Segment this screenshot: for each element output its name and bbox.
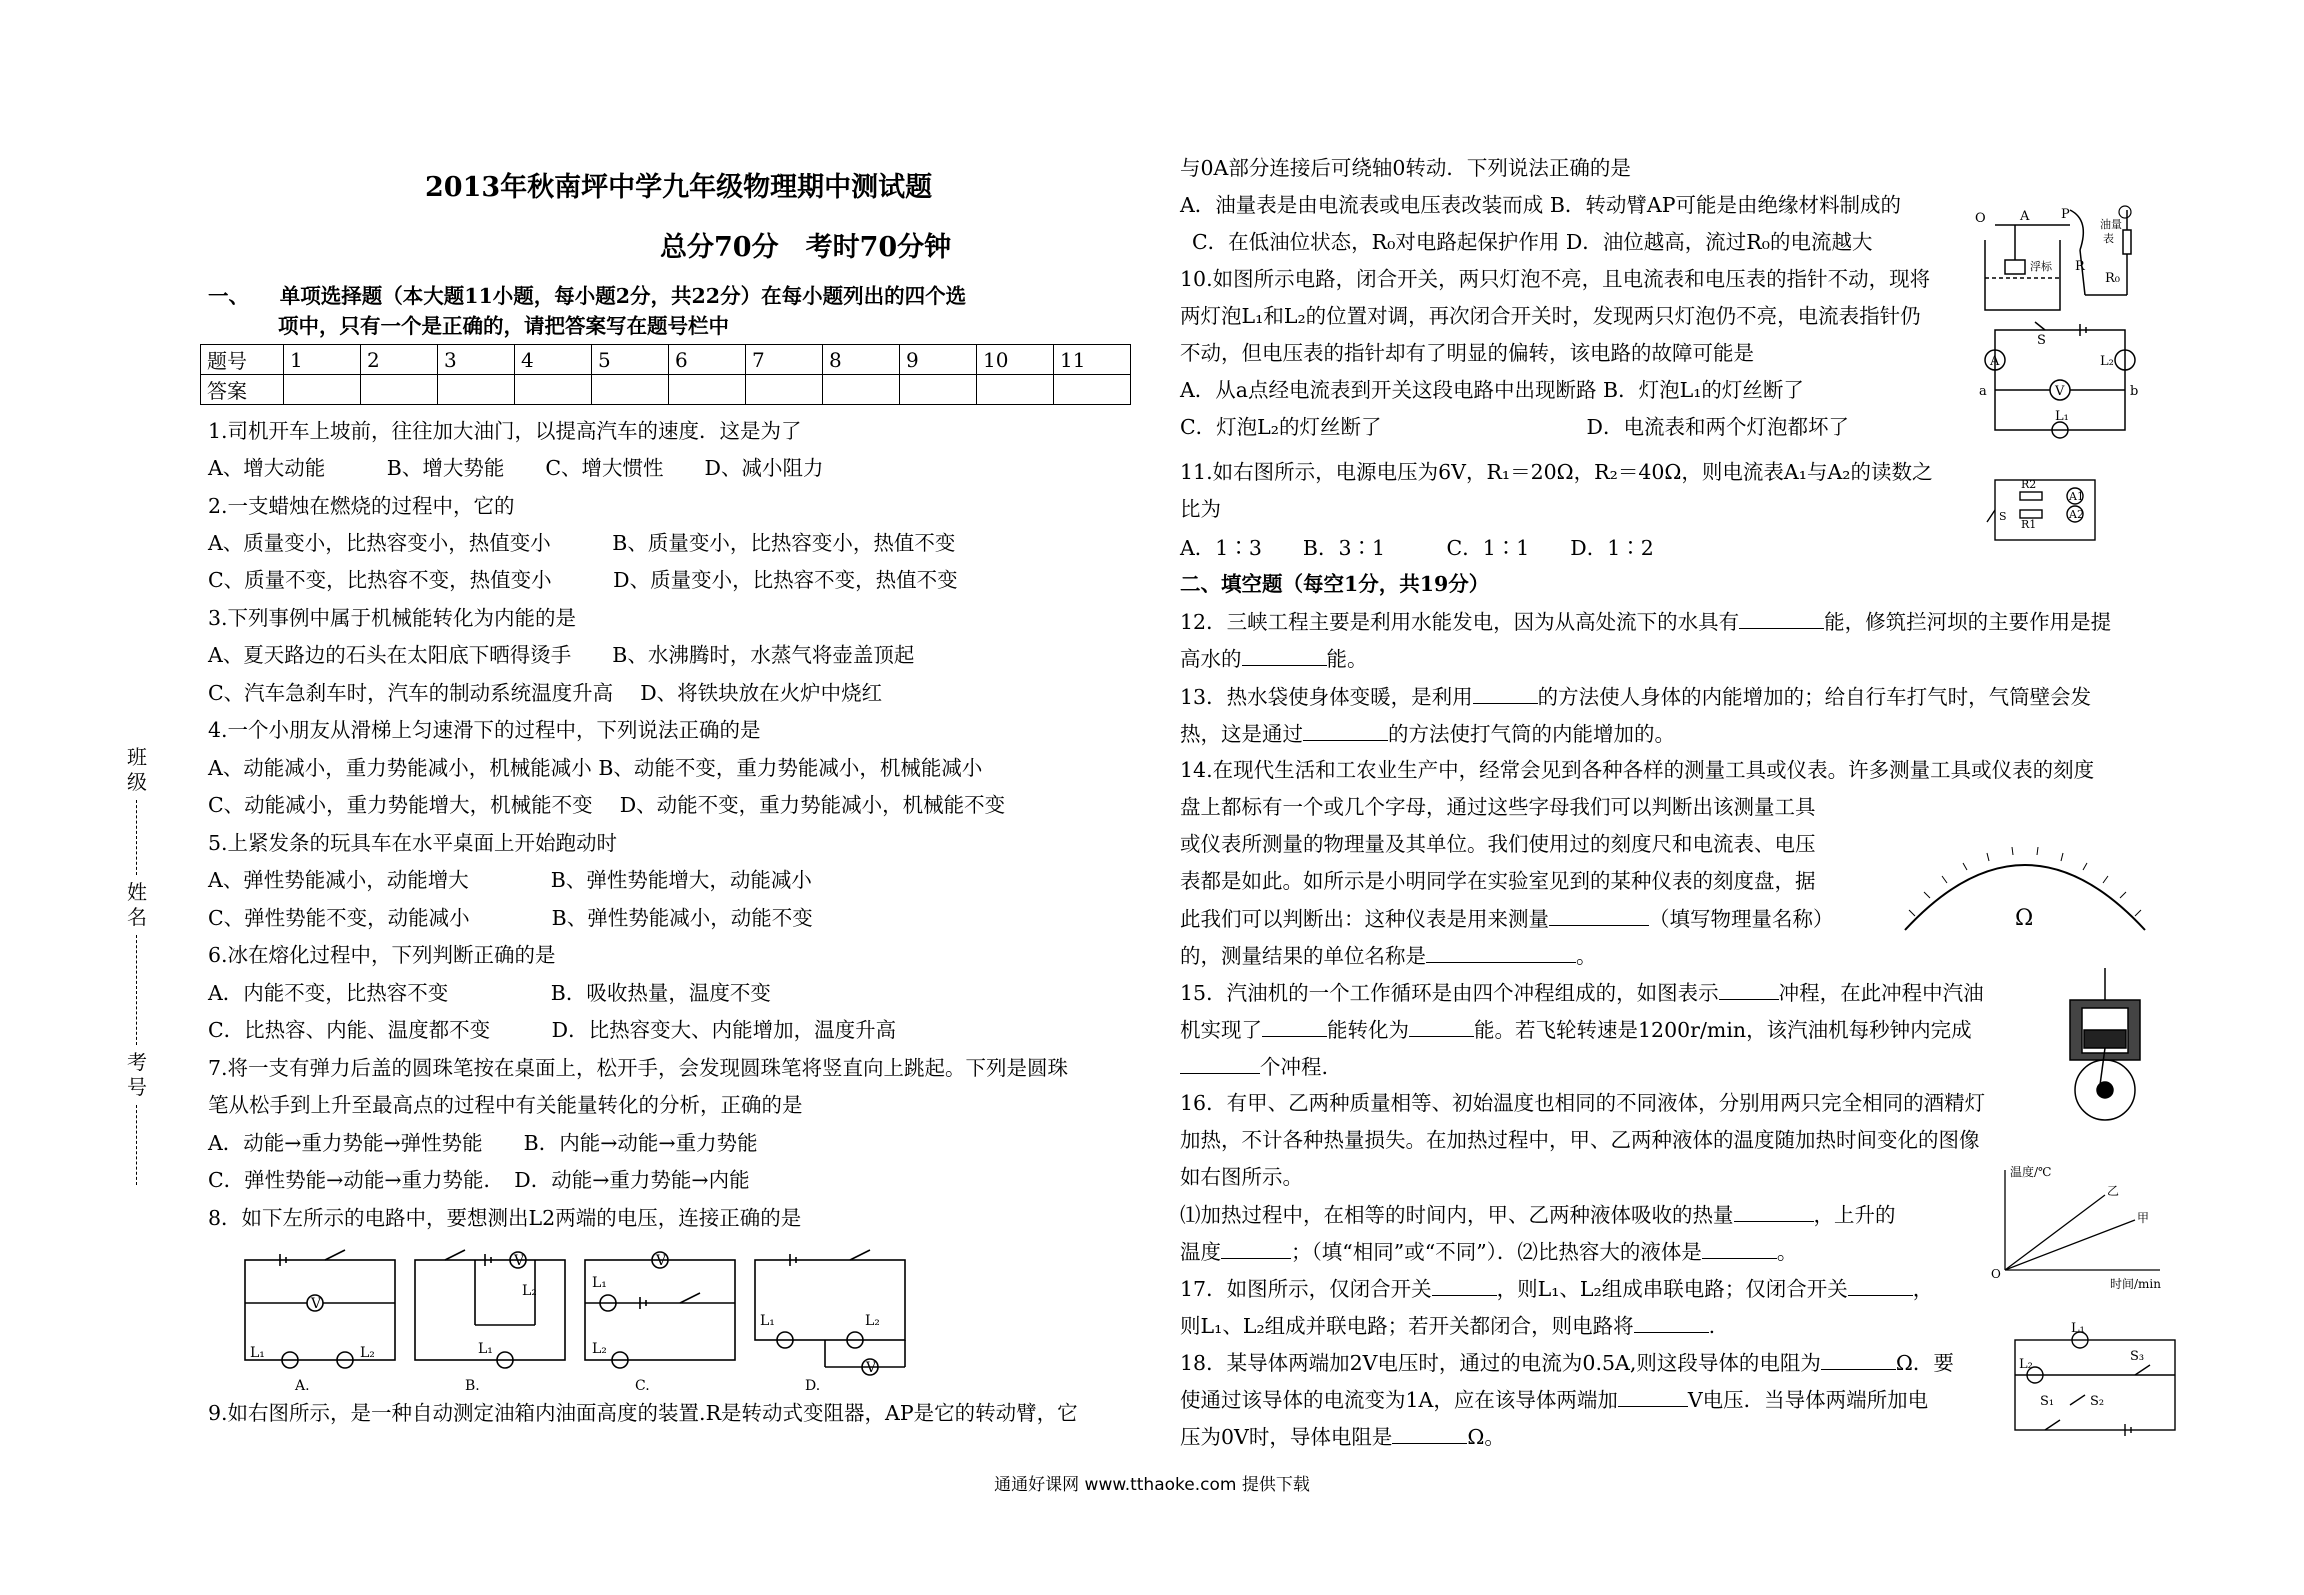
lamp-label: L₂ <box>360 1345 375 1361</box>
answer-cell[interactable] <box>515 375 592 405</box>
option-label: B. <box>465 1378 480 1394</box>
text: 的，测量结果的单位名称是 <box>1180 944 1426 968</box>
figure-label: R1 <box>2021 518 2037 531</box>
text: 的方法使人身体的内能增加的；给自行车打气时，气筒壁会发 <box>1537 685 2092 709</box>
voltmeter-label: V <box>311 1296 322 1312</box>
answer-cell[interactable] <box>592 375 669 405</box>
blank-field[interactable] <box>1303 720 1388 741</box>
series-label: 乙 <box>2107 1184 2120 1198</box>
blank-field[interactable] <box>1734 1201 1814 1222</box>
answer-cell[interactable] <box>669 375 746 405</box>
question-line: 9.如右图所示，是一种自动测定油箱内油面高度的装置.R是转动式变阻器，AP是它的转动臂，它 <box>208 1401 1078 1425</box>
question-line: C、质量不变，比热容不变，热值变小 D、质量变小，比热容不变，热值不变 <box>208 568 958 592</box>
lamp-label: L₁ <box>250 1345 265 1361</box>
answer-cell[interactable] <box>438 375 515 405</box>
question-line: A．从a点经电流表到开关这段电路中出现断路 B．灯泡L₁的灯丝断了 <box>1180 378 1804 402</box>
question-line: C．弹性势能→动能→重力势能． D．动能→重力势能→内能 <box>208 1168 750 1192</box>
figure-label: S <box>1999 510 2007 523</box>
question-line: A．油量表是由电流表或电压表改装而成 B．转动臂AP可能是由绝缘材料制成的 <box>1180 193 1901 217</box>
question-line: 8．如下左所示的电路中，要想测出L2两端的电压，连接正确的是 <box>208 1206 802 1230</box>
q13-line1 <box>1180 683 2091 710</box>
oil-gauge-figure <box>1975 200 2135 320</box>
figure-label: 浮标 <box>2030 260 2052 273</box>
figure-label: A1 <box>2069 490 2084 503</box>
text: 个冲程. <box>1260 1055 1329 1079</box>
blank-field[interactable] <box>1262 1016 1327 1037</box>
q15-line2 <box>1180 1016 1972 1043</box>
question-line: C、汽车急刹车时，汽车的制动系统温度升高 D、将铁块放在火炉中烧红 <box>208 681 883 705</box>
footer-credit: 通通好课网 www.tthaoke.com 提供下载 <box>994 1475 1310 1495</box>
answer-cell[interactable] <box>1054 375 1131 405</box>
question-line: C、动能减小，重力势能增大，机械能不变 D、动能不变，重力势能减小，机械能不变 <box>208 793 1006 817</box>
lamp-label: L₁ <box>760 1313 775 1329</box>
answer-table-row-numbers <box>201 345 1131 375</box>
table-cell: 6 <box>669 345 746 375</box>
text: 机实现了 <box>1180 1018 1262 1042</box>
question-line: 不动，但电压表的指针却有了明显的偏转，该电路的故障可能是 <box>1180 341 1754 365</box>
figure-label: S₃ <box>2130 1349 2145 1364</box>
figure-label: L₂ <box>2019 1357 2033 1372</box>
question-line: A、质量变小，比热容变小，热值变小 B、质量变小，比热容变小，热值不变 <box>208 531 956 555</box>
answer-table <box>200 344 1131 405</box>
text: ， <box>1912 1277 1934 1301</box>
q11-circuit-figure <box>1985 470 2115 550</box>
q16-line5 <box>1180 1238 1797 1265</box>
figure-label: S <box>2037 333 2046 348</box>
text: 压为0V时，导体电阻是 <box>1180 1425 1393 1449</box>
answer-table-label: 答案 <box>201 375 284 405</box>
question-line: 表都是如此。如所示是小明同学在实验室见到的某种仪表的刻度盘，据 <box>1180 869 1816 893</box>
q16-line4 <box>1180 1201 1896 1228</box>
question-line: 3.下列事例中属于机械能转化为内能的是 <box>208 606 577 630</box>
figure-label: A2 <box>2069 508 2084 521</box>
blank-field[interactable] <box>1702 1238 1777 1259</box>
question-line: 14.在现代生活和工农业生产中，经常会见到各种各样的测量工具或仪表。许多测量工具或仪表的刻度 <box>1180 758 2095 782</box>
text: Ω。 <box>1467 1425 1505 1449</box>
answer-cell[interactable] <box>900 375 977 405</box>
text: ⑴加热过程中，在相等的时间内，甲、乙两种液体吸收的热量 <box>1180 1203 1734 1227</box>
question-line: A、动能减小，重力势能减小，机械能减小 B、动能不变，重力势能减小，机械能减小 <box>208 756 983 780</box>
voltmeter-label: V <box>866 1360 877 1376</box>
table-cell: 5 <box>592 345 669 375</box>
question-line: A、弹性势能减小，动能增大 B、弹性势能增大，动能减小 <box>208 868 812 892</box>
question-line: 10.如图所示电路，闭合开关，两只灯泡不亮，且电流表和电压表的指针不动，现将 <box>1180 267 1931 291</box>
q16-temperature-graph <box>1985 1160 2165 1290</box>
blank-field[interactable] <box>1242 645 1327 666</box>
blank-field[interactable] <box>1848 1275 1913 1296</box>
option-label: D. <box>805 1378 821 1394</box>
text: 冲程，在此冲程中汽油 <box>1778 981 1984 1005</box>
question-line: 6.冰在熔化过程中，下列判断正确的是 <box>208 943 556 967</box>
table-cell: 1 <box>284 345 361 375</box>
figure-label: b <box>2130 384 2139 399</box>
text: ，则L₁、L₂组成串联电路；仅闭合开关 <box>1496 1277 1848 1301</box>
figure-label: L₁ <box>2071 1321 2085 1336</box>
q18-line3 <box>1180 1423 1505 1450</box>
question-line: 1.司机开车上坡前，往往加大油门，以提高汽车的速度．这是为了 <box>208 419 802 443</box>
question-line: 盘上都标有一个或几个字母，通过这些字母我们可以判断出该测量工具 <box>1180 795 1816 819</box>
table-cell: 4 <box>515 345 592 375</box>
text: 能转化为 <box>1327 1018 1409 1042</box>
axis-label: 时间/min <box>2110 1277 2161 1291</box>
table-cell: 9 <box>900 345 977 375</box>
page-title: 2013年秋南坪中学九年级物理期中测试题 <box>425 172 933 203</box>
text: 此我们可以判断出：这种仪表是用来测量 <box>1180 907 1549 931</box>
question-line: 笔从松手到上升至最高点的过程中有关能量转化的分析，正确的是 <box>208 1093 803 1117</box>
section1-heading-line2: 项中，只有一个是正确的，请把答案写在题号栏中 <box>278 314 729 338</box>
question-line: C．灯泡L₂的灯丝断了 D．电流表和两个灯泡都坏了 <box>1180 415 1849 439</box>
answer-table-label: 题号 <box>201 345 284 375</box>
figure-label: L₂ <box>2100 354 2114 369</box>
figure-label: S₂ <box>2090 1394 2105 1409</box>
question-line: 加热，不计各种热量损失。在加热过程中，甲、乙两种液体的温度随加热时间变化的图像 <box>1180 1128 1980 1152</box>
lamp-label: L₁ <box>592 1275 607 1291</box>
q18-line1 <box>1180 1349 1954 1376</box>
question-line: 比为 <box>1180 497 1221 521</box>
question-line: A．动能→重力势能→弹性势能 B．内能→动能→重力势能 <box>208 1131 758 1155</box>
text: . <box>1708 1314 1716 1338</box>
text: ，上升的 <box>1813 1203 1896 1227</box>
table-cell: 10 <box>977 345 1054 375</box>
text: 温度 <box>1180 1240 1221 1264</box>
q15-engine-figure <box>2050 960 2160 1130</box>
series-label: 甲 <box>2137 1211 2150 1225</box>
question-line: 两灯泡L₁和L₂的位置对调，再次闭合开关时，发现两只灯泡仍不亮，电流表指针仍 <box>1180 304 1921 328</box>
figure-label: R <box>2075 259 2085 274</box>
text: 13．热水袋使身体变暖，是利用 <box>1180 685 1473 709</box>
question-line: 与0A部分连接后可绕轴0转动．下列说法正确的是 <box>1180 156 1631 180</box>
series-line-yi <box>2005 1195 2105 1270</box>
figure-label: R2 <box>2021 478 2037 491</box>
axis-label: 温度/℃ <box>2010 1165 2052 1179</box>
blank-field[interactable] <box>1221 1238 1291 1259</box>
q17-circuit-figure <box>2005 1320 2185 1440</box>
answer-cell[interactable] <box>361 375 438 405</box>
axis-origin: O <box>1991 1267 2001 1281</box>
text: ；（填“相同”或“不同”）．⑵比热容大的液体是 <box>1291 1240 1702 1264</box>
option-label: A. <box>295 1378 310 1394</box>
figure-label: A <box>2020 209 2030 224</box>
question-line: A、增大动能 B、增大势能 C、增大惯性 D、减小阻力 <box>208 456 824 480</box>
question-line: A．1∶3 B．3∶1 C．1∶1 D．1∶2 <box>1180 536 1654 560</box>
blank-field[interactable] <box>1739 608 1824 629</box>
text: 热，这是通过 <box>1180 722 1303 746</box>
figure-label: 油量 <box>2100 218 2122 231</box>
question-line: C、弹性势能不变，动能减小 B、弹性势能减小，动能不变 <box>208 906 813 930</box>
page-subtitle: 总分70分 考时70分钟 <box>660 232 952 263</box>
q14-line5 <box>1180 905 1834 932</box>
figure-label: R₀ <box>2105 271 2120 286</box>
q14-dial-figure <box>1885 820 2165 950</box>
answer-cell[interactable] <box>977 375 1054 405</box>
question-line: A．内能不变，比热容不变 B．吸收热量，温度不变 <box>208 981 771 1005</box>
q15-line3 <box>1180 1053 1328 1080</box>
voltmeter-label: V <box>514 1253 525 1269</box>
answer-cell[interactable] <box>284 375 361 405</box>
text: 17．如图所示，仅闭合开关 <box>1180 1277 1432 1301</box>
binding-dash <box>136 800 137 875</box>
blank-field[interactable] <box>1180 1053 1260 1074</box>
lamp-label: L₂ <box>865 1313 880 1329</box>
lamp-label: L₂ <box>522 1283 537 1299</box>
table-cell: 3 <box>438 345 515 375</box>
voltmeter-label: V <box>2055 384 2065 399</box>
section1-heading-line1: 一、 单项选择题（本大题11小题，每小题2分，共22分）在每小题列出的四个选 <box>208 284 967 308</box>
text: 。 <box>1776 1240 1798 1264</box>
question-line: 16．有甲、乙两种质量相等、初始温度也相同的不同液体，分别用两只完全相同的酒精灯 <box>1180 1091 1986 1115</box>
table-cell: 7 <box>746 345 823 375</box>
blank-field[interactable] <box>1473 683 1538 704</box>
text: 使通过该导体的电流变为1A，应在该导体两端加 <box>1180 1388 1618 1412</box>
text: 的方法使打气筒的内能增加的。 <box>1388 722 1675 746</box>
binding-dash <box>136 1105 137 1185</box>
voltmeter-label: V <box>656 1253 667 1269</box>
q17-line1 <box>1180 1275 1933 1302</box>
q17-line2 <box>1180 1312 1715 1339</box>
answer-table-row-answers <box>201 375 1131 405</box>
text: 12．三峡工程主要是利用水能发电，因为从高处流下的水具有 <box>1180 610 1740 634</box>
blank-field[interactable] <box>1392 1423 1467 1444</box>
answer-cell[interactable] <box>823 375 900 405</box>
question-line: C．在低油位状态，R₀对电路起保护作用 D．油位越高，流过R₀的电流越大 <box>1192 230 1873 254</box>
q18-line2 <box>1180 1386 1928 1413</box>
text: 能。若飞轮转速是1200r/min，该汽油机每秒钟内完成 <box>1474 1018 1972 1042</box>
text: 15．汽油机的一个工作循环是由四个冲程组成的，如图表示 <box>1180 981 1719 1005</box>
question-line: 11.如右图所示，电源电压为6V，R₁＝20Ω，R₂＝40Ω，则电流表A₁与A₂的读数之 <box>1180 460 1933 484</box>
blank-field[interactable] <box>1618 1386 1688 1407</box>
text: 则L₁、L₂组成并联电路；若开关都闭合，则电路将 <box>1180 1314 1634 1338</box>
section2-heading: 二、填空题（每空1分，共19分） <box>1180 572 1490 596</box>
lamp-label: L₂ <box>592 1341 607 1357</box>
figure-label: P <box>2061 207 2070 222</box>
blank-field[interactable] <box>1409 1016 1474 1037</box>
dial-unit-symbol: Ω <box>2015 906 2034 931</box>
q15-line1 <box>1180 979 1984 1006</box>
question-line: 7.将一支有弹力后盖的圆珠笔按在桌面上，松开手，会发现圆珠笔将竖直向上跳起。下列是圆珠 <box>208 1056 1069 1080</box>
text: V电压．当导体两端所加电 <box>1687 1388 1929 1412</box>
figure-label: O <box>1975 211 1986 226</box>
figure-label: a <box>1979 384 1987 399</box>
table-cell: 8 <box>823 345 900 375</box>
q13-line2 <box>1180 720 1675 747</box>
text: 能，修筑拦河坝的主要作用是提 <box>1824 610 2112 634</box>
text: （填写物理量名称） <box>1649 907 1834 931</box>
answer-cell[interactable] <box>746 375 823 405</box>
text: 能。 <box>1326 647 1368 671</box>
blank-field[interactable] <box>1549 905 1649 926</box>
exam-number-label: 考号 <box>127 1050 147 1099</box>
question-line: 如右图所示。 <box>1180 1165 1303 1189</box>
question-line: 5.上紧发条的玩具车在水平桌面上开始跑动时 <box>208 831 618 855</box>
q12-line1 <box>1180 608 2111 635</box>
q8-circuit-diagrams <box>240 1245 1080 1395</box>
series-line-jia <box>2005 1220 2135 1270</box>
blank-field[interactable] <box>1432 1275 1497 1296</box>
question-line: 2.一支蜡烛在燃烧的过程中，它的 <box>208 494 515 518</box>
table-cell: 2 <box>361 345 438 375</box>
blank-field[interactable] <box>1634 1312 1709 1333</box>
question-line: C．比热容、内能、温度都不变 D．比热容变大、内能增加，温度升高 <box>208 1018 897 1042</box>
figure-label: L₁ <box>2055 409 2069 424</box>
binding-dash <box>136 935 137 1045</box>
blank-field[interactable] <box>1426 942 1576 963</box>
text: Ω．要 <box>1895 1351 1954 1375</box>
text: 高水的 <box>1180 647 1242 671</box>
q10-circuit-figure <box>1975 320 2145 440</box>
option-label: C. <box>635 1378 650 1394</box>
text: 。 <box>1576 944 1597 968</box>
lamp-label: L₁ <box>478 1341 493 1357</box>
figure-label: S₁ <box>2040 1394 2055 1409</box>
blank-field[interactable] <box>1821 1349 1896 1370</box>
text: 18．某导体两端加2V电压时，通过的电流为0.5A,则这段导体的电阻为 <box>1180 1351 1821 1375</box>
blank-field[interactable] <box>1719 979 1779 1000</box>
figure-label: 表 <box>2103 232 2114 245</box>
question-line: A、夏天路边的石头在太阳底下晒得烫手 B、水沸腾时，水蒸气将壶盖顶起 <box>208 643 915 667</box>
q14-line6 <box>1180 942 1597 969</box>
ammeter-label: A <box>1990 354 2000 369</box>
table-cell: 11 <box>1054 345 1131 375</box>
question-line: 或仪表所测量的物理量及其单位。我们使用过的刻度尺和电流表、电压 <box>1180 832 1816 856</box>
q12-line2 <box>1180 645 1368 672</box>
name-label: 姓名 <box>127 880 147 929</box>
question-line: 4.一个小朋友从滑梯上匀速滑下的过程中，下列说法正确的是 <box>208 718 761 742</box>
class-label: 班级 <box>127 745 147 794</box>
